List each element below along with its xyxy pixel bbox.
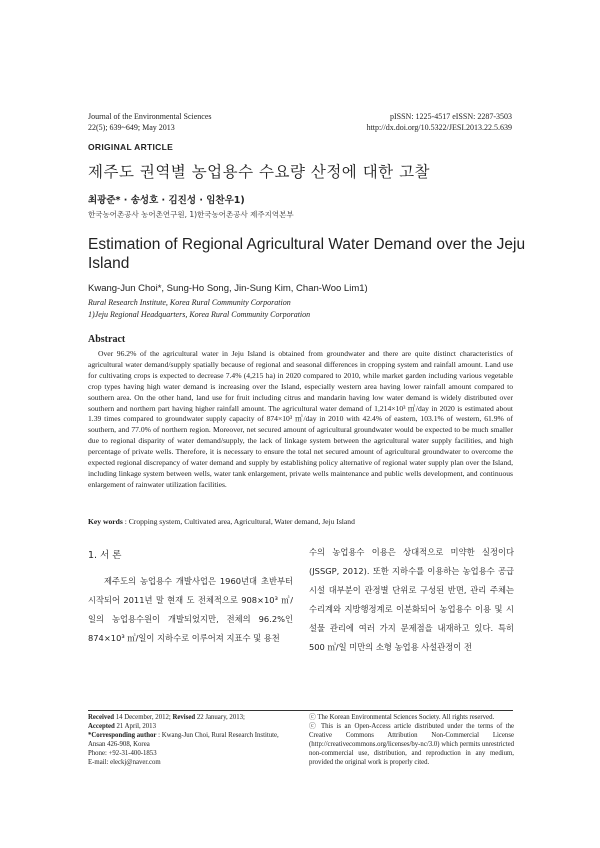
dates-line-1 <box>88 713 288 722</box>
journal-name: Journal of the Environmental Sciences <box>88 112 212 121</box>
identifier-header <box>330 111 512 133</box>
affiliation-1: Rural Research Institute, Korea Rural Community Corporation <box>88 298 291 307</box>
korean-authors: 최광준* · 송성호 · 김진성 · 임찬우1) <box>88 195 245 206</box>
accepted-date: 21 April, 2013 <box>114 723 156 730</box>
corresponding-author <box>88 731 288 749</box>
received-date: 14 December, 2012; <box>114 714 173 721</box>
footnote-right <box>309 713 514 767</box>
copyright-notice: ⓒ The Korean Environmental Sciences Society. All rights reserved. <box>309 714 495 721</box>
section-heading: 1. 서 론 <box>88 550 122 561</box>
keywords-label: Key words <box>88 517 123 526</box>
keywords-text: : Cropping system, Cultivated area, Agricultural, Water demand, Jeju Island <box>122 517 355 526</box>
received-label: Received <box>88 714 115 721</box>
english-title: Estimation of Regional Agricultural Water Demand over the Jeju Island <box>88 236 526 272</box>
revised-date: 22 January, 2013; <box>195 714 245 721</box>
corresponding-text: : Kwang-Jun Choi, Rural Research Institute, Ansan 426-908, Korea <box>88 732 279 748</box>
keywords <box>88 517 355 526</box>
accepted-label: Accepted <box>88 723 115 730</box>
korean-affiliation: 한국농어촌공사 농어촌연구원, 1)한국농어촌공사 제주지역본부 <box>88 210 294 219</box>
revised-label: Revised <box>172 714 196 721</box>
dates-line-2 <box>88 722 288 731</box>
intro-left-column: 제주도의 농업용수 개발사업은 1960년대 초반부터 시작되어 2011년 말 현재 도 전체적으로 908×10³ ㎥/일의 농업용수원이 개발되었지만, 전체의 96.2%인 874×10³ ㎥/일이 지하수로 이루어져 지표수 및 용천 <box>88 576 293 643</box>
journal-issue: 22(5); 639~649; May 2013 <box>88 123 175 132</box>
english-affiliation <box>88 297 310 321</box>
corresponding-label: *Corresponding author <box>88 732 157 739</box>
article-type: ORIGINAL ARTICLE <box>88 142 174 152</box>
license-notice: ⓒ This is an Open-Access article distributed under the terms of the Creative Commons Attribution Non-Commercial License (http://creativecommons.org/licenses/by-nc/3.0) which permits unrestricted non-commercial use, distribution, and reproduction in any medium, provided the original work is properly cited. <box>309 723 514 766</box>
abstract-text: Over 96.2% of the agricultural water in Jeju Island is obtained from groundwater and there are quite distinct characteristics of agricultural water demand/supply spatially because of regional and seasonal differences in cropping system and rainfall amount. Land use for cultivating crops is expected to decrease 7.4% (4,215 ha) in 2020 compared to 2010, while market garden including various vegetable crop types having high water demand is increasing over the Island, especially western area having lower rainfall amount compared to southern area. On the other hand, land use for fruit including citrus and mandarin having low water demand is widely distributed over southern and northern part having higher rainfall amount. The agricultural water demand of 1,214×10³ ㎥/day in 2020 is estimated about 1.39 times compared to groundwater supply capacity of 874×10³ ㎥/day in 2010 with 42.4% of eastern, 103.1% of western, 61.9% of southern, and 77.0% of northern region. Moreover, net secured amount of agricultural groundwater would be expected to be much smaller due to regional disparity of water demand/supply, the lack of linkage system between the agricultural water supply facilities, and high percentage of private wells. Therefore, it is necessary to ensure the total net secured amount of agricultural groundwater to overcome the expected regional discrepancy of water demand and supply by establishing policy alternative of regional water supply plan over the Island, including linkage system between wells, water tank enlargement, private wells maintenance and public wells development, and continuous enlargement of rainwater utilization facilities. <box>88 349 513 489</box>
journal-header <box>88 111 212 133</box>
english-authors: Kwang-Jun Choi*, Sung-Ho Song, Jin-Sung Kim, Chan-Woo Lim1) <box>88 283 368 294</box>
doi-link[interactable]: http://dx.doi.org/10.5322/JESI.2013.22.5.639 <box>366 123 512 132</box>
footnote-left <box>88 713 288 767</box>
affiliation-2: 1)Jeju Regional Headquarters, Korea Rural Community Corporation <box>88 310 311 319</box>
footnote-divider <box>88 710 513 711</box>
phone: Phone: +92-31-400-1853 <box>88 750 157 757</box>
issn: pISSN: 1225-4517 eISSN: 2287-3503 <box>389 112 512 121</box>
intro-right-column: 수의 농업용수 이용은 상대적으로 미약한 실정이다 (JSSGP, 2012). 또한 지하수를 이용하는 농업용수 공급시설 대부분이 관정별 단위로 구성된 반면, 관리 주체는 수리계와 지방행정계로 이분화되어 농업용수 이용 및 시설물 관리에 여러 가지 문제점을 내재하고 있다. 특히 500 ㎥/일 미만의 소형 농업용 사설관정이 전 <box>309 547 514 652</box>
korean-title: 제주도 권역별 농업용수 수요량 산정에 대한 고찰 <box>88 163 431 181</box>
email[interactable]: E-mail: eleckj@naver.com <box>88 759 161 766</box>
abstract-heading: Abstract <box>88 334 126 345</box>
